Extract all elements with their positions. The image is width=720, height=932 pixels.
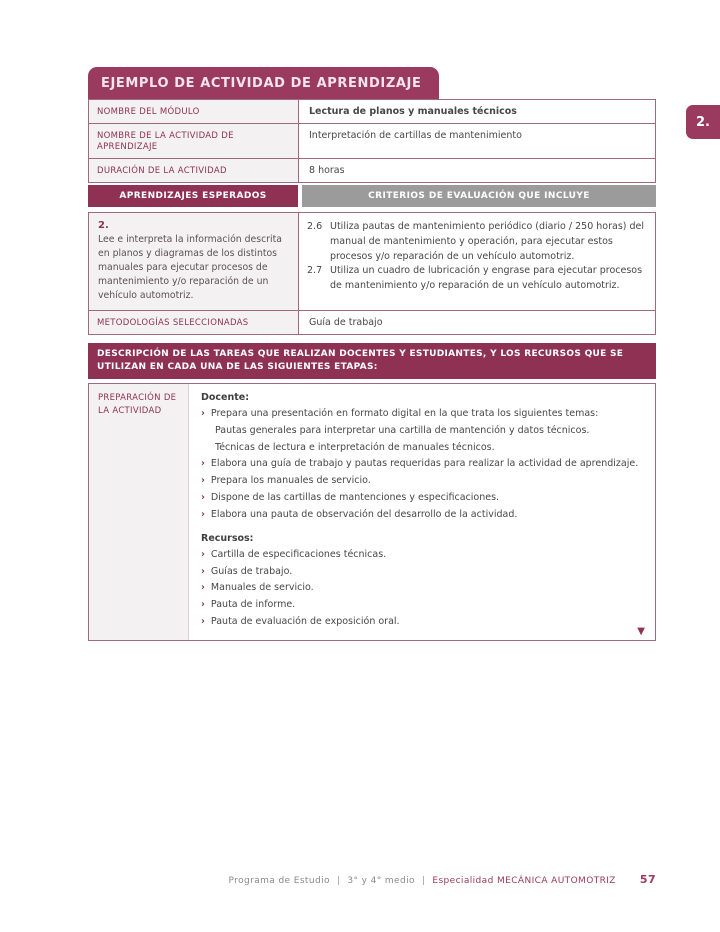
page-footer [229,873,657,886]
table-row [89,158,655,182]
list-item [201,474,643,488]
activity-name-value: Interpretación de cartillas de mantenimiento [299,124,655,157]
sub-list-item: Técnicas de lectura e interpretación de manuales técnicos. [215,441,495,453]
duration-value: 8 horas [299,159,655,182]
list-item [201,508,643,522]
preparation-section [88,383,656,641]
list-item [201,407,643,421]
info-table [88,99,656,183]
list-item-text: Manuales de servicio. [210,582,314,594]
criterion-number: 2.6 [307,221,323,233]
footer-separator: | [336,876,341,886]
methodologies-row [88,310,656,335]
expected-learnings-header: APRENDIZAJES ESPERADOS [88,185,298,207]
list-item-text: Elabora una guía de trabajo y pautas requeridas para realizar la actividad de aprendizaje. [210,458,639,470]
recursos-heading: Recursos: [201,532,254,544]
preparation-label: PREPARACIÓN DE LA ACTIVIDAD [89,384,189,640]
footer-separator: | [421,876,426,886]
module-name-label: NOMBRE DEL MÓDULO [89,100,299,123]
list-item-text: Pauta de informe. [210,599,296,611]
column-headers [88,185,656,207]
learning-number: 2. [98,220,109,232]
criterion-text: Utiliza un cuadro de lubricación y engrase para ejecutar procesos de mantenimiento y/o reparación de un vehículo automotriz. [330,265,643,291]
criterion-item [307,220,646,264]
learning-text: Lee e interpreta la información descrita en planos y diagramas de los distintos manuales para ejecutar procesos de mantenimiento y/o reparación de un vehículo automotriz. [98,234,282,301]
list-item-text: Elabora una pauta de observación del desarrollo de la actividad. [210,508,518,520]
chapter-tab: 2. [686,105,720,139]
resources-block [201,533,643,629]
table-row [89,100,655,123]
criterion-text: Utiliza pautas de mantenimiento periódico (diario / 250 horas) del manual de mantenimiento y operación, para ejecutar estos procesos y/o reparación de un vehículo automotriz. [330,221,645,262]
list-item-text: Pauta de evaluación de exposición oral. [210,615,400,627]
description-banner: DESCRIPCIÓN DE LAS TAREAS QUE REALIZAN DOCENTES Y ESTUDIANTES, Y LOS RECURSOS QUE SE UTILIZAN EN CADA UNA DE LAS SIGUIENTES ETAPAS: [88,343,656,379]
preparation-content [189,384,655,640]
table-row [89,123,655,157]
activity-document [88,67,656,641]
learning-criteria-block [88,212,656,311]
list-item [201,565,643,579]
continues-triangle-icon: ▼ [637,625,645,637]
footer-grade: 3° y 4° medio [347,876,415,886]
list-item-text: Prepara los manuales de servicio. [210,475,371,487]
footer-specialty: Especialidad MECÁNICA AUTOMOTRIZ [432,876,616,886]
bullet-icon: › [201,599,205,611]
bullet-icon: › [201,475,205,487]
list-item-text: Guías de trabajo. [210,565,293,577]
evaluation-criteria-header: CRITERIOS DE EVALUACIÓN QUE INCLUYE [302,185,656,207]
bullet-icon: › [201,508,205,520]
methodologies-value: Guía de trabajo [299,311,655,334]
list-item [201,548,643,562]
activity-name-label: NOMBRE DE LA ACTIVIDAD DE APRENDIZAJE [89,124,299,157]
list-item-text: Cartilla de especificaciones técnicas. [210,548,387,560]
criterion-number: 2.7 [307,265,323,277]
docente-heading: Docente: [201,392,250,404]
bullet-icon: › [201,565,205,577]
list-item [201,581,643,595]
list-item-text: Dispone de las cartillas de mantenciones y especificaciones. [210,491,500,503]
criteria-cell [299,213,655,310]
list-item [201,491,643,505]
footer-program: Programa de Estudio [228,876,330,886]
sub-list-item: Pautas generales para interpretar una cartilla de mantención y datos técnicos. [215,424,590,436]
duration-label: DURACIÓN DE LA ACTIVIDAD [89,159,299,182]
list-item [201,598,643,612]
list-item-text: Prepara una presentación en formato digital en la que trata los siguientes temas: [210,408,599,420]
expected-learning-cell [89,213,299,310]
module-name-value: Lectura de planos y manuales técnicos [299,100,655,123]
bullet-icon: › [201,408,205,420]
bullet-icon: › [201,615,205,627]
list-item [201,615,643,629]
bullet-icon: › [201,548,205,560]
bullet-icon: › [201,458,205,470]
bullet-icon: › [201,491,205,503]
bullet-icon: › [201,582,205,594]
page-number: 57 [639,873,656,886]
criterion-item [307,264,646,293]
page-title: EJEMPLO DE ACTIVIDAD DE APRENDIZAJE [88,67,439,99]
list-item [201,457,643,471]
methodologies-label: METODOLOGÍAS SELECCIONADAS [89,311,299,334]
